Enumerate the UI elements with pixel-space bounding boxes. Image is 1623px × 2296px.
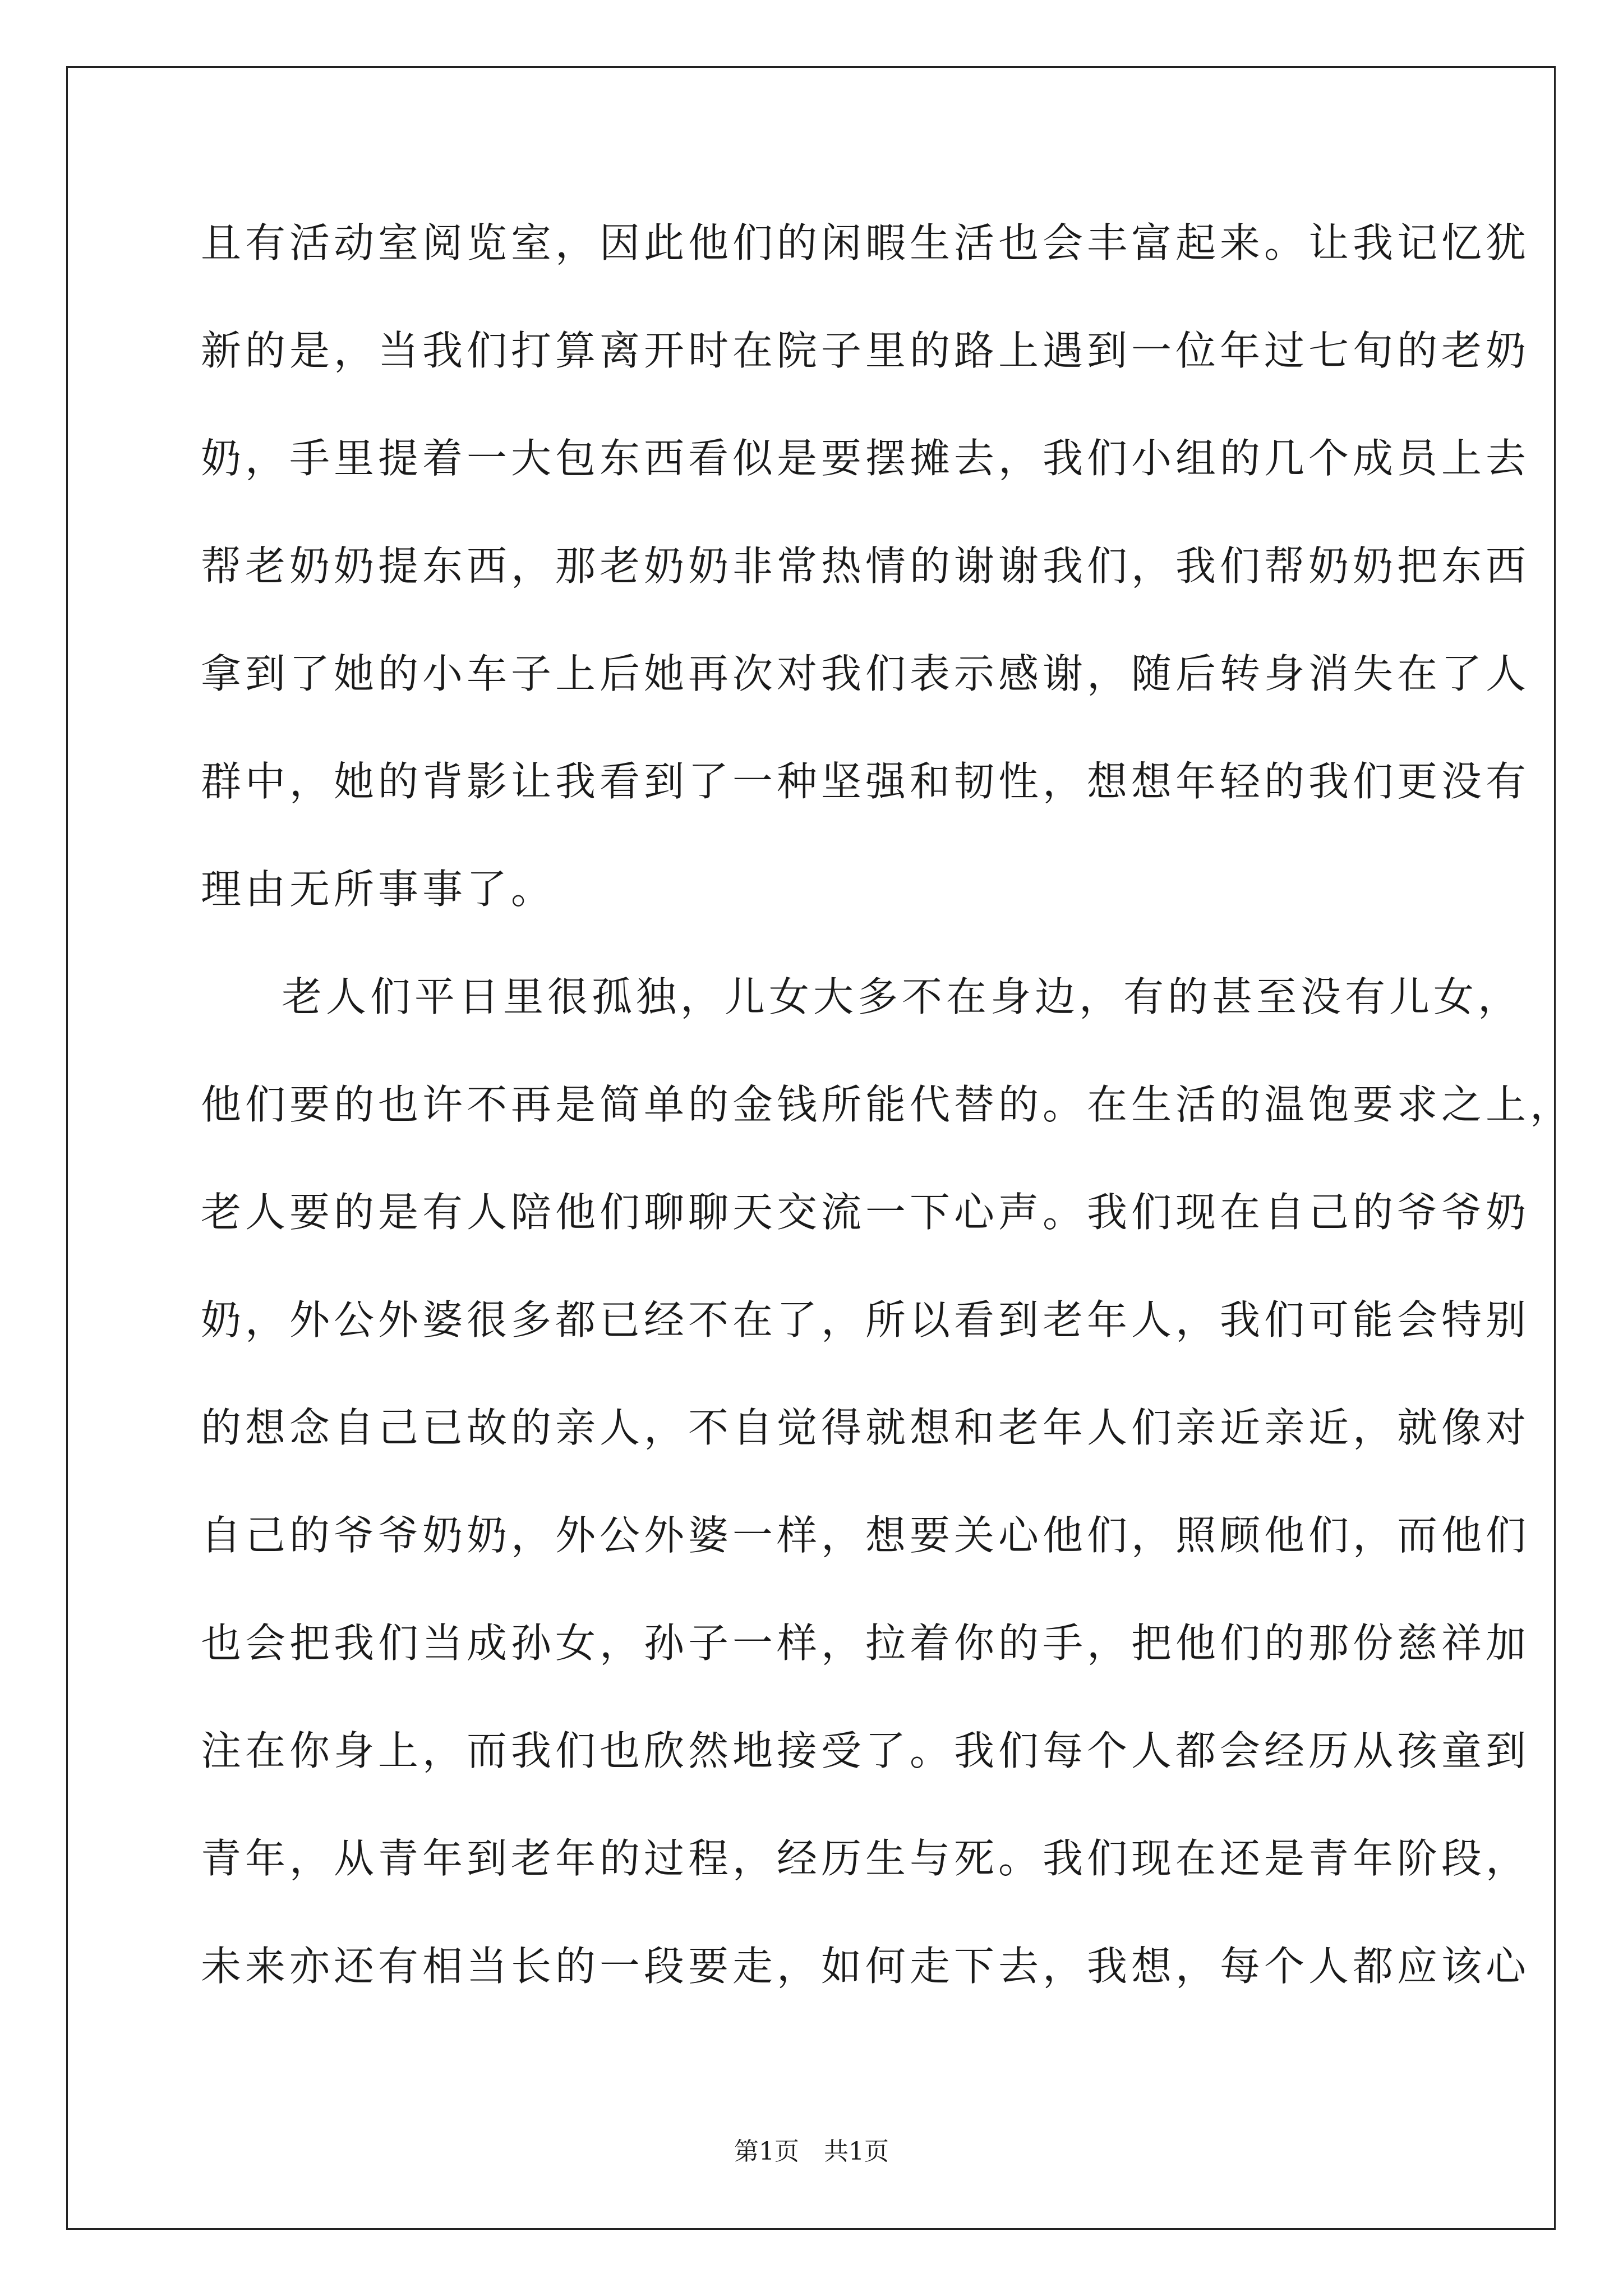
- text-line: 老人要的是有人陪他们聊聊天交流一下心声。我们现在自己的爷爷奶: [201, 1189, 1530, 1236]
- text-line: 奶，外公外婆很多都已经不在了，所以看到老年人，我们可能会特别: [201, 1296, 1530, 1343]
- text-line: 群中，她的背影让我看到了一种坚强和韧性，想想年轻的我们更没有: [201, 758, 1530, 805]
- page-number: 第1页 共1页: [734, 2137, 889, 2166]
- text-line: 青年，从青年到老年的过程，经历生与死。我们现在还是青年阶段，: [201, 1835, 1530, 1882]
- text-line: 自己的爷爷奶奶，外公外婆一样，想要关心他们，照顾他们，而他们: [201, 1512, 1530, 1559]
- text-line: 注在你身上，而我们也欣然地接受了。我们每个人都会经历从孩童到: [201, 1727, 1530, 1774]
- text-line: 未来亦还有相当长的一段要走，如何走下去，我想，每个人都应该心: [201, 1943, 1530, 1990]
- text-line: 拿到了她的小车子上后她再次对我们表示感谢，随后转身消失在了人: [201, 650, 1530, 697]
- paragraph-start-line: 老人们平日里很孤独，儿女大多不在身边，有的甚至没有儿女，: [282, 973, 1523, 1020]
- text-line: 帮老奶奶提东西，那老奶奶非常热情的谢谢我们，我们帮奶奶把东西: [201, 542, 1530, 590]
- text-line: 新的是，当我们打算离开时在院子里的路上遇到一位年过七旬的老奶: [201, 327, 1530, 374]
- text-line: 奶，手里提着一大包东西看似是要摆摊去，我们小组的几个成员上去: [201, 435, 1530, 482]
- text-line: 的想念自己已故的亲人，不自觉得就想和老年人们亲近亲近，就像对: [201, 1404, 1530, 1451]
- text-line: 理由无所事事了。: [201, 866, 556, 913]
- text-line: 且有活动室阅览室，因此他们的闲暇生活也会丰富起来。让我记忆犹: [201, 219, 1530, 266]
- text-line: 也会把我们当成孙女，孙子一样，拉着你的手，把他们的那份慈祥加: [201, 1619, 1530, 1667]
- document-body: [201, 216, 1575, 2047]
- text-line: 他们要的也许不再是简单的金钱所能代替的。在生活的温饱要求之上，: [201, 1081, 1575, 1128]
